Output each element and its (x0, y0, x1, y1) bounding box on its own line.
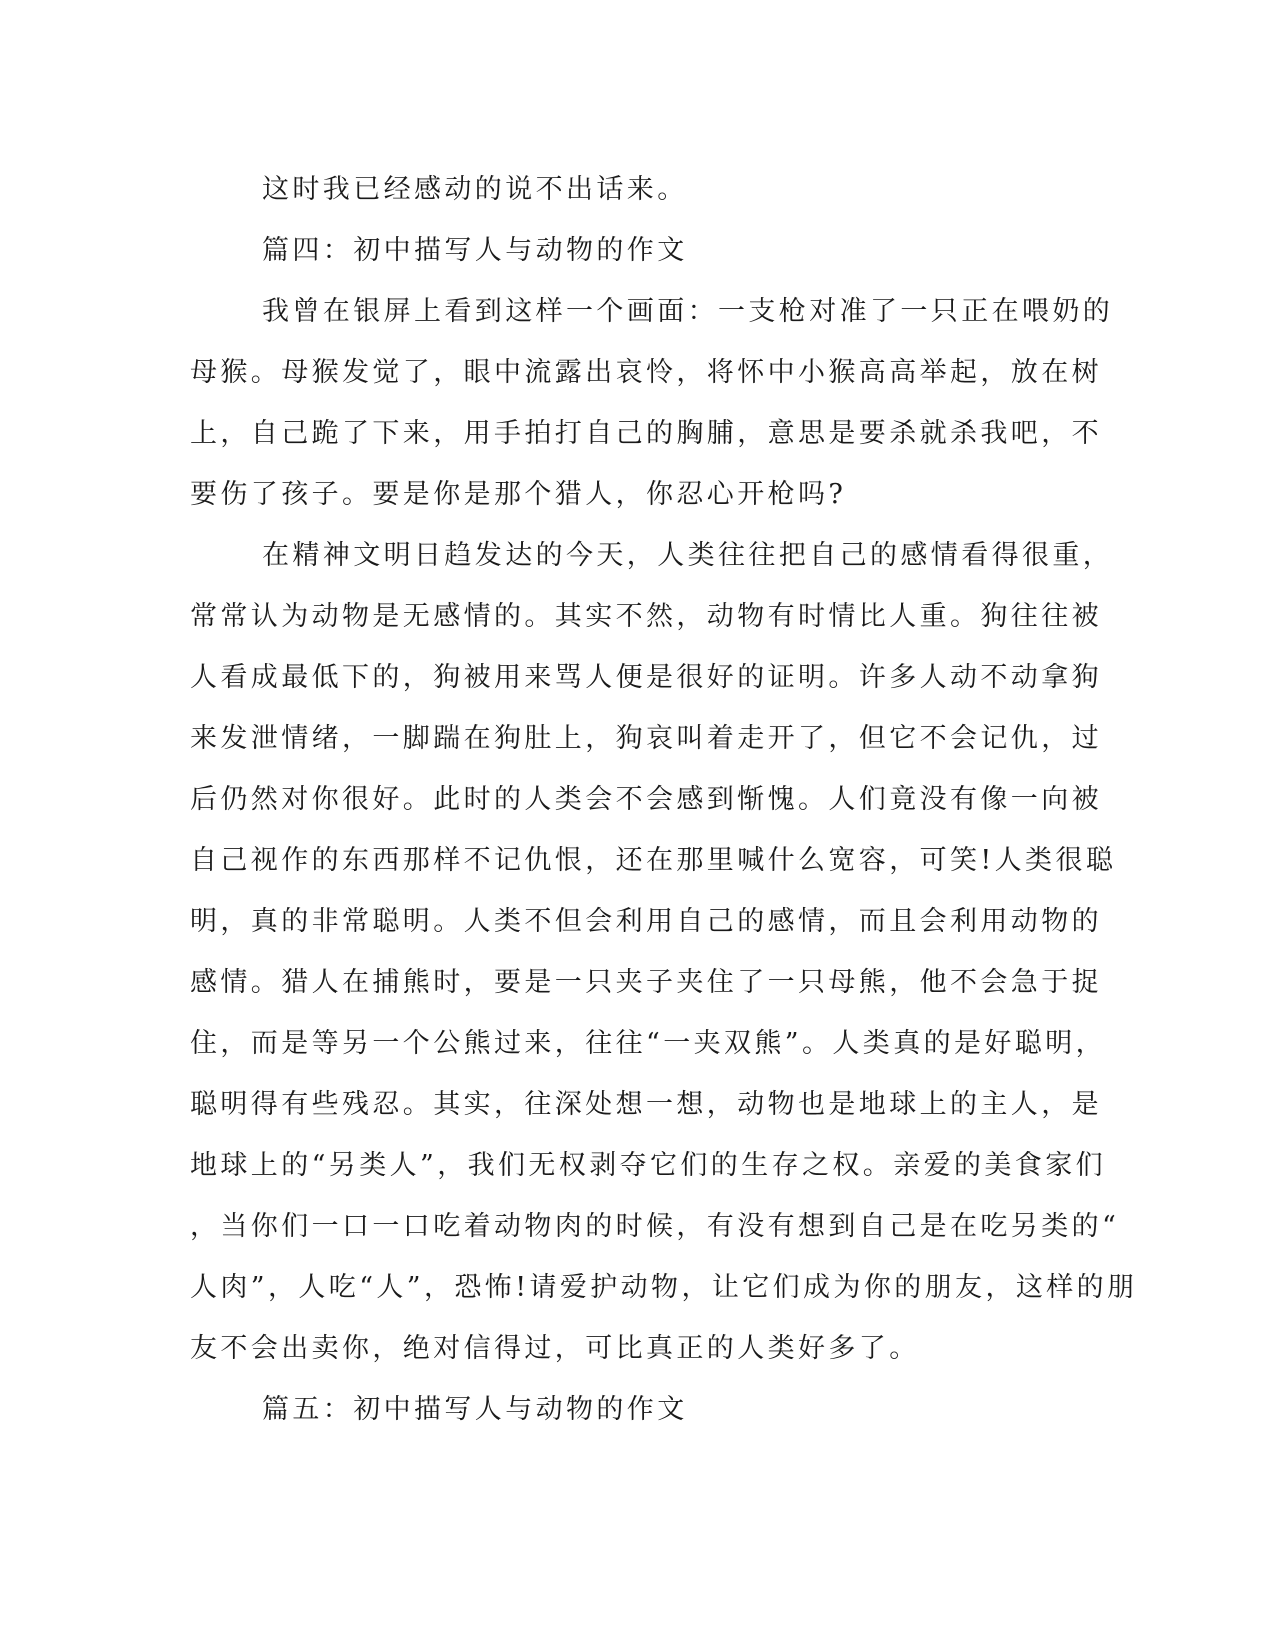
paragraph-line: 常常认为动物是无感情的。其实不然，动物有时情比人重。狗往往被 (190, 601, 1102, 632)
paragraph-line: 我曾在银屏上看到这样一个画面：一支枪对准了一只正在喂奶的 (262, 296, 1114, 327)
paragraph-line: 友不会出卖你，绝对信得过，可比真正的人类好多了。 (190, 1333, 920, 1364)
paragraph-line: 来发泄情绪，一脚踹在狗肚上，狗哀叫着走开了，但它不会记仇，过 (190, 723, 1102, 754)
paragraph-line: 聪明得有些残忍。其实，往深处想一想，动物也是地球上的主人，是 (190, 1089, 1102, 1120)
paragraph-line: 后仍然对你很好。此时的人类会不会感到惭愧。人们竟没有像一向被 (190, 784, 1102, 815)
section-heading: 篇五：初中描写人与动物的作文 (262, 1394, 688, 1425)
paragraph-line: 在精神文明日趋发达的今天，人类往往把自己的感情看得很重， (262, 540, 1114, 571)
paragraph-line: 上，自己跪了下来，用手拍打自己的胸脯，意思是要杀就杀我吧，不 (190, 418, 1102, 449)
closing-line: 这时我已经感动的说不出话来。 (262, 174, 688, 205)
paragraph-line: 明，真的非常聪明。人类不但会利用自己的感情，而且会利用动物的 (190, 906, 1102, 937)
paragraph-line: 自己视作的东西那样不记仇恨，还在那里喊什么宽容，可笑!人类很聪 (190, 845, 1117, 876)
paragraph-line: 要伤了孩子。要是你是那个猎人，你忍心开枪吗? (190, 479, 847, 510)
section-heading: 篇四：初中描写人与动物的作文 (262, 235, 688, 266)
paragraph-line: ，当你们一口一口吃着动物肉的时候，有没有想到自己是在吃另类的“ (190, 1211, 1120, 1242)
paragraph-line: 感情。猎人在捕熊时，要是一只夹子夹住了一只母熊，他不会急于捉 (190, 967, 1102, 998)
paragraph-line: 人看成最低下的，狗被用来骂人便是很好的证明。许多人动不动拿狗 (190, 662, 1102, 693)
paragraph-line: 地球上的“另类人”，我们无权剥夺它们的生存之权。亲爱的美食家们 (190, 1150, 1107, 1181)
paragraph-line: 住，而是等另一个公熊过来，往往“一夹双熊”。人类真的是好聪明， (190, 1028, 1107, 1059)
paragraph-line: 人肉”，人吃“人”，恐怖!请爱护动物，让它们成为你的朋友，这样的朋 (190, 1272, 1138, 1303)
paragraph-line: 母猴。母猴发觉了，眼中流露出哀怜，将怀中小猴高高举起，放在树 (190, 357, 1102, 388)
